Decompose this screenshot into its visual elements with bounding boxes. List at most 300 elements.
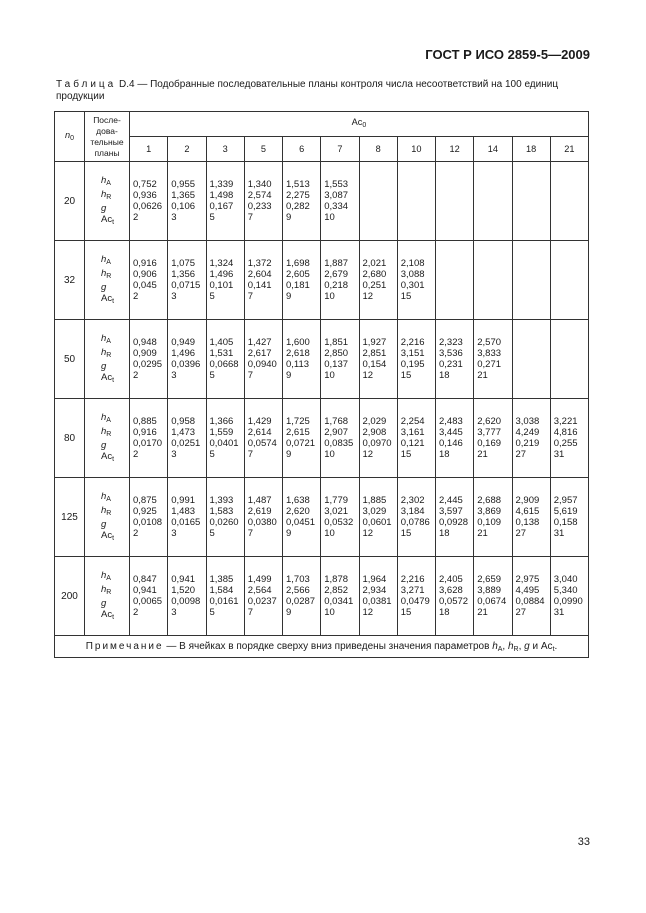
param-labels-cell bbox=[85, 399, 130, 478]
plan-value: 2,021 bbox=[362, 258, 387, 269]
plan-value: 12 bbox=[362, 370, 374, 381]
plan-cell bbox=[206, 399, 244, 478]
plan-value: 3,221 bbox=[553, 416, 578, 427]
plan-value: 0,0401 bbox=[209, 438, 239, 449]
param-label: $h_R$ bbox=[101, 188, 112, 201]
plan-value: 7 bbox=[247, 607, 254, 618]
plan-cell bbox=[283, 399, 321, 478]
plan-cell bbox=[436, 399, 474, 478]
plan-value: 2 bbox=[133, 212, 139, 223]
plan-value: 1,638 bbox=[286, 495, 310, 506]
caption-label: Таблица bbox=[56, 79, 117, 90]
plan-value: 5 bbox=[209, 607, 215, 618]
plan-cell bbox=[436, 162, 474, 241]
plan-value: 15 bbox=[400, 291, 412, 302]
plan-cell bbox=[512, 399, 550, 478]
plan-value: 2,216 bbox=[400, 574, 425, 585]
plan-value: 0,752 bbox=[133, 179, 157, 190]
plan-value: 21 bbox=[477, 449, 488, 460]
plan-value: 3,271 bbox=[400, 585, 425, 596]
plan-cell bbox=[130, 557, 168, 636]
plan-value: 0,106 bbox=[171, 201, 196, 212]
plan-value: 0,169 bbox=[477, 438, 502, 449]
plan-value: 1,427 bbox=[247, 337, 272, 348]
plan-cell bbox=[206, 320, 244, 399]
table-row bbox=[55, 162, 589, 241]
plan-value: 2 bbox=[133, 291, 139, 302]
plan-value: 3,021 bbox=[324, 506, 349, 517]
plan-value: 1,703 bbox=[286, 574, 310, 585]
plan-cell bbox=[436, 557, 474, 636]
plan-value: 0,181 bbox=[286, 280, 310, 291]
plan-value: 2,618 bbox=[286, 348, 310, 359]
plan-value: 0,0341 bbox=[324, 596, 354, 607]
plan-value: 10 bbox=[324, 370, 335, 381]
plan-cell bbox=[168, 478, 206, 557]
plan-value: 2,302 bbox=[400, 495, 425, 506]
plan-value: 0,154 bbox=[362, 359, 387, 370]
plan-value: 0,0715 bbox=[171, 280, 201, 291]
plan-value: 1,429 bbox=[247, 416, 272, 427]
caption-text: D.4 — Подобранные последовательные планы контроля числа несоответствий на 100 единиц продукции bbox=[56, 79, 559, 102]
plan-cell bbox=[283, 320, 321, 399]
plan-cell bbox=[550, 241, 588, 320]
plan-value: 3 bbox=[171, 370, 177, 381]
plan-value: 2,975 bbox=[515, 574, 540, 585]
plan-value: 1,499 bbox=[247, 574, 272, 585]
plan-value: 0,146 bbox=[439, 438, 463, 449]
plan-value: 2 bbox=[133, 370, 139, 381]
plan-value: 2,851 bbox=[362, 348, 387, 359]
plan-value: 3 bbox=[171, 291, 177, 302]
plan-value: 0,0940 bbox=[247, 359, 277, 370]
table-row bbox=[55, 557, 589, 636]
plan-value: 1,779 bbox=[324, 495, 349, 506]
table-note: Примечание — В ячейках в порядке сверху вниз приведены значения параметров $h_A$, $h_R$, g и $Ac_t$. bbox=[55, 636, 589, 658]
plan-value: 0,251 bbox=[362, 280, 387, 291]
plan-value: 3,628 bbox=[439, 585, 463, 596]
plan-value: 2,680 bbox=[362, 269, 387, 280]
plan-cell bbox=[359, 478, 397, 557]
n0-cell: 80 bbox=[55, 399, 85, 478]
plan-value: 2,907 bbox=[324, 427, 349, 438]
plan-value: 0,0251 bbox=[171, 438, 201, 449]
plan-value: 1,075 bbox=[171, 258, 196, 269]
plan-value: 0,0260 bbox=[209, 517, 239, 528]
table-row bbox=[55, 241, 589, 320]
param-label: $h_A$ bbox=[101, 332, 111, 345]
plan-value: 0,958 bbox=[171, 416, 196, 427]
plan-cell bbox=[321, 399, 359, 478]
plan-value: 2,564 bbox=[247, 585, 272, 596]
plan-value: 0,045 bbox=[133, 280, 157, 291]
plan-value: 0,121 bbox=[400, 438, 425, 449]
plan-cell bbox=[206, 478, 244, 557]
param-label: $h_R$ bbox=[101, 346, 112, 359]
plan-value: 2 bbox=[133, 607, 139, 618]
param-label: $h_R$ bbox=[101, 267, 112, 280]
plan-value: 1,366 bbox=[209, 416, 234, 427]
param-labels-cell bbox=[85, 241, 130, 320]
plan-cell bbox=[397, 241, 435, 320]
param-label: $h_R$ bbox=[101, 425, 112, 438]
plan-cell bbox=[321, 320, 359, 399]
ac-value-header: 18 bbox=[512, 137, 550, 162]
plan-value: 0,334 bbox=[324, 201, 349, 212]
plan-value: 7 bbox=[247, 449, 254, 460]
plan-value: 10 bbox=[324, 607, 335, 618]
ac-value-header: 6 bbox=[283, 137, 321, 162]
plan-value: 12 bbox=[362, 449, 374, 460]
plan-value: 0,0098 bbox=[171, 596, 201, 607]
plan-cell bbox=[206, 557, 244, 636]
plan-value: 3,445 bbox=[439, 427, 463, 438]
plan-cell bbox=[244, 557, 282, 636]
plan-value: 0,0835 bbox=[324, 438, 354, 449]
plan-cell bbox=[168, 399, 206, 478]
plan-cell bbox=[244, 320, 282, 399]
plan-value: 1,520 bbox=[171, 585, 196, 596]
plan-value: 0,955 bbox=[171, 179, 196, 190]
plan-value: 3 bbox=[171, 212, 177, 223]
plan-value: 9 bbox=[286, 449, 292, 460]
param-label: g bbox=[101, 281, 107, 293]
plan-value: 15 bbox=[400, 528, 412, 539]
ac-value-header: 5 bbox=[244, 137, 282, 162]
plan-value: 1,851 bbox=[324, 337, 349, 348]
plan-value: 1,885 bbox=[362, 495, 387, 506]
plan-value: 5 bbox=[209, 291, 215, 302]
plan-value: 12 bbox=[362, 528, 374, 539]
plan-cell bbox=[436, 478, 474, 557]
plan-value: 5,619 bbox=[553, 506, 578, 517]
plan-value: 1,878 bbox=[324, 574, 349, 585]
plan-value: 2,852 bbox=[324, 585, 349, 596]
plan-value: 0,941 bbox=[133, 585, 157, 596]
param-label: $Ac_t$ bbox=[101, 608, 115, 621]
plan-cell bbox=[283, 162, 321, 241]
plan-value: 1,393 bbox=[209, 495, 234, 506]
plan-value: 2,254 bbox=[400, 416, 425, 427]
plan-cell bbox=[397, 478, 435, 557]
plan-value: 2,323 bbox=[439, 337, 463, 348]
plan-value: 2,679 bbox=[324, 269, 349, 280]
plan-value: 0,0237 bbox=[247, 596, 277, 607]
sequential-plans-table bbox=[54, 111, 589, 658]
plan-value: 18 bbox=[439, 370, 450, 381]
ac-value-header: 2 bbox=[168, 137, 206, 162]
table-caption bbox=[56, 79, 588, 103]
plan-value: 1,498 bbox=[209, 190, 234, 201]
plan-value: 0,885 bbox=[133, 416, 157, 427]
plan-value: 0,0165 bbox=[171, 517, 201, 528]
plan-value: 3,889 bbox=[477, 585, 502, 596]
plan-value: 2,275 bbox=[286, 190, 310, 201]
plan-cell bbox=[168, 162, 206, 241]
plan-value: 2,570 bbox=[477, 337, 502, 348]
param-label: $h_A$ bbox=[101, 174, 111, 187]
plan-value: 3,184 bbox=[400, 506, 425, 517]
plan-value: 1,496 bbox=[171, 348, 196, 359]
plan-value: 1,473 bbox=[171, 427, 196, 438]
n0-cell: 32 bbox=[55, 241, 85, 320]
param-labels-cell bbox=[85, 162, 130, 241]
plan-value: 0,0990 bbox=[553, 596, 583, 607]
plan-value: 2,566 bbox=[286, 585, 310, 596]
ac-value-header: 3 bbox=[206, 137, 244, 162]
plan-value: 0,875 bbox=[133, 495, 157, 506]
plan-value: 5 bbox=[209, 449, 215, 460]
table-row bbox=[55, 478, 589, 557]
plan-value: 0,109 bbox=[477, 517, 502, 528]
plan-cell bbox=[436, 241, 474, 320]
plan-value: 0,925 bbox=[133, 506, 157, 517]
plan-value: 2,445 bbox=[439, 495, 463, 506]
ac-value-header: 1 bbox=[130, 137, 168, 162]
plan-value: 15 bbox=[400, 370, 412, 381]
param-labels-cell bbox=[85, 320, 130, 399]
plan-cell bbox=[550, 162, 588, 241]
plan-value: 0,948 bbox=[133, 337, 157, 348]
param-labels-cell bbox=[85, 557, 130, 636]
plan-value: 1,768 bbox=[324, 416, 349, 427]
plan-value: 1,584 bbox=[209, 585, 234, 596]
table-row bbox=[55, 399, 589, 478]
plan-value: 3,038 bbox=[515, 416, 540, 427]
col-header-plans: После- дова- тельные планы bbox=[85, 112, 130, 162]
plan-value: 0,233 bbox=[247, 201, 272, 212]
plan-cell bbox=[244, 478, 282, 557]
plan-value: 0,0786 bbox=[400, 517, 430, 528]
plan-value: 3,536 bbox=[439, 348, 463, 359]
plan-cell bbox=[321, 162, 359, 241]
plan-value: 2,688 bbox=[477, 495, 502, 506]
plan-cell bbox=[474, 557, 512, 636]
param-label: g bbox=[101, 518, 107, 530]
plan-value: 2 bbox=[133, 528, 139, 539]
param-label: $h_A$ bbox=[101, 569, 111, 582]
plan-value: 0,0396 bbox=[171, 359, 201, 370]
plan-value: 0,0572 bbox=[439, 596, 469, 607]
plan-value: 0,0574 bbox=[247, 438, 277, 449]
plan-value: 0,916 bbox=[133, 258, 157, 269]
n0-cell: 50 bbox=[55, 320, 85, 399]
param-label: $h_R$ bbox=[101, 583, 112, 596]
plan-cell bbox=[359, 241, 397, 320]
plan-value: 1,725 bbox=[286, 416, 310, 427]
param-label: g bbox=[101, 439, 107, 451]
plan-cell bbox=[283, 478, 321, 557]
plan-value: 1,553 bbox=[324, 179, 349, 190]
plan-value: 3,161 bbox=[400, 427, 425, 438]
plan-value: 1,365 bbox=[171, 190, 196, 201]
col-header-ac0: $Ac_0$ bbox=[130, 112, 589, 137]
plan-value: 3,597 bbox=[439, 506, 463, 517]
plan-value: 18 bbox=[439, 449, 450, 460]
plan-value: 0,0295 bbox=[133, 359, 163, 370]
plan-value: 0,0287 bbox=[286, 596, 316, 607]
param-label: g bbox=[101, 597, 107, 609]
plan-value: 1,600 bbox=[286, 337, 310, 348]
plan-value: 0,916 bbox=[133, 427, 157, 438]
table-row bbox=[55, 320, 589, 399]
plan-value: 0,113 bbox=[286, 359, 310, 370]
plan-value: 5,340 bbox=[553, 585, 578, 596]
param-label: g bbox=[101, 360, 107, 372]
param-label: $Ac_t$ bbox=[101, 292, 115, 305]
plan-value: 0,847 bbox=[133, 574, 157, 585]
plan-value: 2,216 bbox=[400, 337, 425, 348]
n0-cell: 125 bbox=[55, 478, 85, 557]
plan-value: 0,271 bbox=[477, 359, 502, 370]
plan-value: 3,040 bbox=[553, 574, 578, 585]
plan-value: 2,934 bbox=[362, 585, 387, 596]
plan-value: 0,282 bbox=[286, 201, 310, 212]
plan-value: 0,167 bbox=[209, 201, 234, 212]
plan-value: 0,0451 bbox=[286, 517, 316, 528]
plan-cell bbox=[550, 320, 588, 399]
plan-value: 10 bbox=[324, 212, 335, 223]
plan-value: 0,0108 bbox=[133, 517, 163, 528]
plan-value: 3,088 bbox=[400, 269, 425, 280]
plan-value: 0,0928 bbox=[439, 517, 469, 528]
plan-value: 3,833 bbox=[477, 348, 502, 359]
plan-value: 9 bbox=[286, 370, 292, 381]
plan-cell bbox=[244, 162, 282, 241]
plan-value: 1,340 bbox=[247, 179, 272, 190]
param-label: $Ac_t$ bbox=[101, 213, 115, 226]
ac-value-header: 8 bbox=[359, 137, 397, 162]
plan-cell bbox=[244, 241, 282, 320]
plan-value: 2,029 bbox=[362, 416, 387, 427]
plan-value: 0,0626 bbox=[133, 201, 163, 212]
plan-value: 1,496 bbox=[209, 269, 234, 280]
plan-value: 0,0532 bbox=[324, 517, 354, 528]
plan-cell bbox=[512, 162, 550, 241]
plan-value: 1,483 bbox=[171, 506, 196, 517]
plan-cell bbox=[130, 399, 168, 478]
plan-cell bbox=[283, 241, 321, 320]
ac-value-header: 14 bbox=[474, 137, 512, 162]
plan-value: 2,620 bbox=[477, 416, 502, 427]
plan-cell bbox=[130, 478, 168, 557]
plan-cell bbox=[130, 241, 168, 320]
plan-value: 3,869 bbox=[477, 506, 502, 517]
n0-cell: 20 bbox=[55, 162, 85, 241]
page-number: 33 bbox=[577, 836, 590, 848]
plan-cell bbox=[474, 241, 512, 320]
plan-cell bbox=[512, 557, 550, 636]
plan-value: 7 bbox=[247, 291, 254, 302]
plan-value: 1,405 bbox=[209, 337, 234, 348]
plan-value: 1,531 bbox=[209, 348, 234, 359]
plan-value: 2,615 bbox=[286, 427, 310, 438]
plan-value: 31 bbox=[553, 449, 565, 460]
plan-value: 0,941 bbox=[171, 574, 196, 585]
plan-value: 2,108 bbox=[400, 258, 425, 269]
plan-value: 2,605 bbox=[286, 269, 310, 280]
plan-cell bbox=[168, 557, 206, 636]
plan-cell bbox=[550, 557, 588, 636]
plan-value: 2,574 bbox=[247, 190, 272, 201]
param-label: $h_A$ bbox=[101, 490, 111, 503]
plan-cell bbox=[474, 399, 512, 478]
plan-cell bbox=[321, 557, 359, 636]
plan-value: 1,385 bbox=[209, 574, 234, 585]
plan-value: 0,301 bbox=[400, 280, 425, 291]
plan-value: 2,620 bbox=[286, 506, 310, 517]
plan-value: 2,850 bbox=[324, 348, 349, 359]
plan-cell bbox=[283, 557, 321, 636]
plan-value: 2,614 bbox=[247, 427, 272, 438]
plan-value: 0,0381 bbox=[362, 596, 392, 607]
plan-value: 0,0380 bbox=[247, 517, 277, 528]
plan-value: 2,604 bbox=[247, 269, 272, 280]
table-container bbox=[54, 111, 589, 658]
plan-value: 0,158 bbox=[553, 517, 578, 528]
plan-cell bbox=[397, 557, 435, 636]
param-label: $h_A$ bbox=[101, 411, 111, 424]
plan-value: 0,0065 bbox=[133, 596, 163, 607]
plan-value: 3 bbox=[171, 528, 177, 539]
plan-value: 27 bbox=[515, 449, 527, 460]
plan-cell bbox=[130, 162, 168, 241]
plan-value: 0,949 bbox=[171, 337, 196, 348]
plan-value: 21 bbox=[477, 607, 488, 618]
plan-value: 2,619 bbox=[247, 506, 272, 517]
plan-value: 0,219 bbox=[515, 438, 540, 449]
plan-value: 15 bbox=[400, 607, 412, 618]
param-label: $Ac_t$ bbox=[101, 371, 115, 384]
param-label: g bbox=[101, 202, 107, 214]
ac-values-row bbox=[55, 137, 589, 162]
plan-cell bbox=[168, 241, 206, 320]
plan-value: 3,151 bbox=[400, 348, 425, 359]
plan-value: 9 bbox=[286, 291, 292, 302]
plan-value: 1,583 bbox=[209, 506, 234, 517]
plan-cell bbox=[550, 399, 588, 478]
plan-value: 1,487 bbox=[247, 495, 272, 506]
plan-value: 0,0601 bbox=[362, 517, 392, 528]
plan-value: 27 bbox=[515, 528, 527, 539]
plan-value: 2 bbox=[133, 449, 139, 460]
plan-cell bbox=[397, 162, 435, 241]
plan-value: 0,218 bbox=[324, 280, 349, 291]
plan-cell bbox=[474, 478, 512, 557]
plan-value: 1,887 bbox=[324, 258, 349, 269]
plan-cell bbox=[359, 320, 397, 399]
param-label: $Ac_t$ bbox=[101, 529, 115, 542]
plan-cell bbox=[168, 320, 206, 399]
plan-value: 1,698 bbox=[286, 258, 310, 269]
plan-cell bbox=[474, 162, 512, 241]
plan-value: 4,816 bbox=[553, 427, 578, 438]
plan-value: 12 bbox=[362, 291, 374, 302]
plan-cell bbox=[244, 399, 282, 478]
plan-value: 7 bbox=[247, 212, 254, 223]
plan-cell bbox=[512, 478, 550, 557]
plan-value: 0,255 bbox=[553, 438, 578, 449]
plan-value: 10 bbox=[324, 449, 335, 460]
plan-cell bbox=[130, 320, 168, 399]
plan-value: 1,356 bbox=[171, 269, 196, 280]
plan-value: 9 bbox=[286, 212, 292, 223]
plan-cell bbox=[512, 241, 550, 320]
plan-value: 18 bbox=[439, 607, 450, 618]
plan-value: 0,991 bbox=[171, 495, 196, 506]
plan-value: 0,0479 bbox=[400, 596, 430, 607]
plan-value: 0,0161 bbox=[209, 596, 239, 607]
